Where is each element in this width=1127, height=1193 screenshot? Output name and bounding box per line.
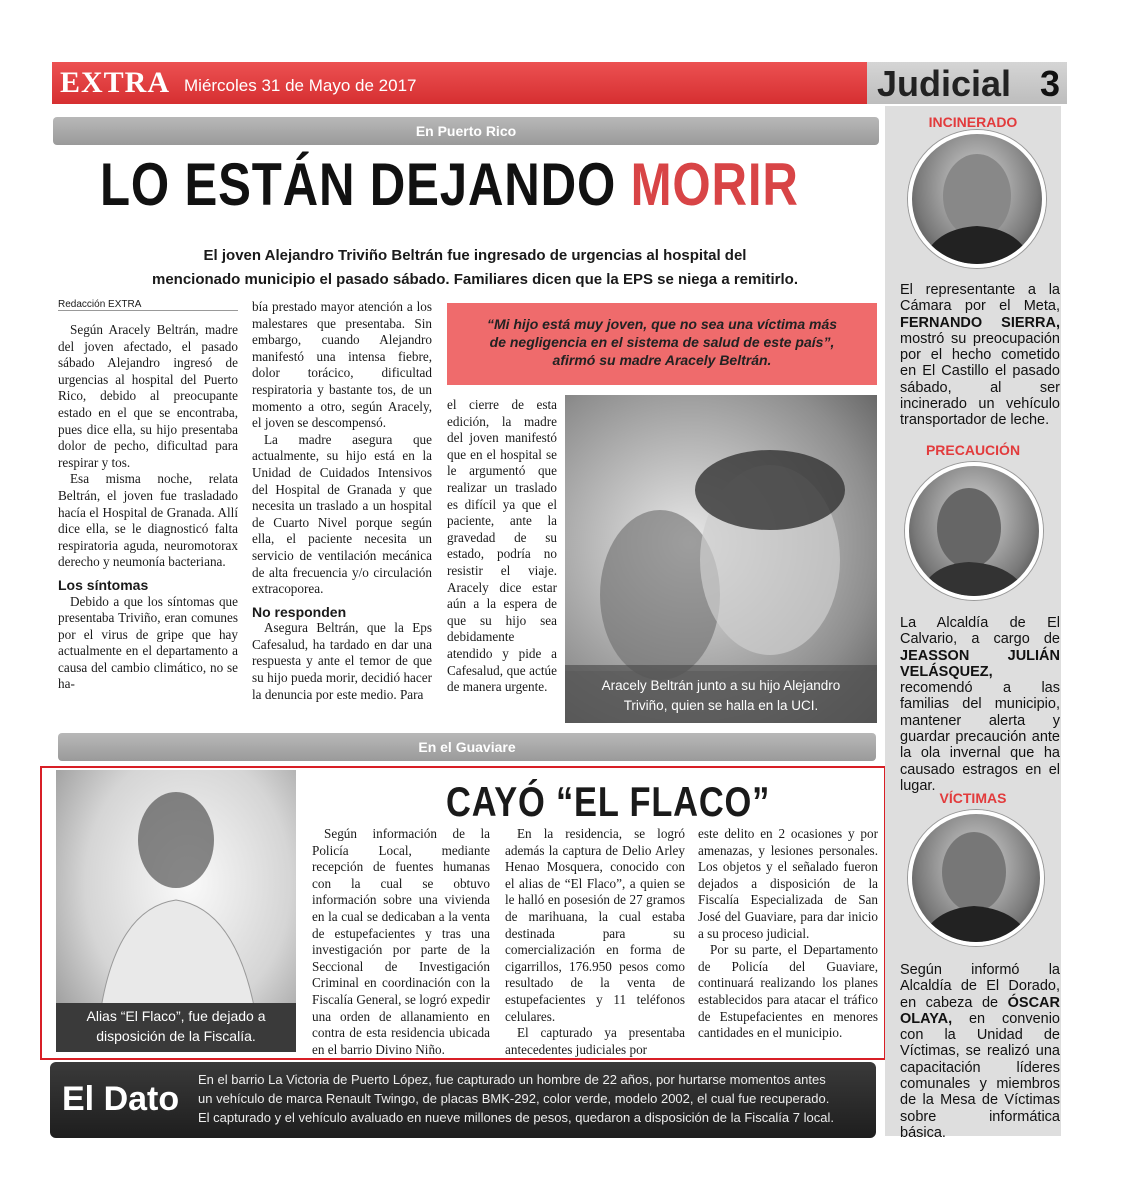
el-dato-text xyxy=(198,1070,868,1127)
paragraph: Según información de la Policía Local, mediante recepción de fuentes humanas con la cual se obtuvo información sobre una vivienda en la cual se dedicaban a la venta de estupefacientes y tras una investigación por parte de la Seccional de Investigación Criminal en coordinación con la Fiscalía General, se logró expedir una orden de allanamiento en contra de esta residencia ubicada en el barrio Divino Niño. xyxy=(312,826,490,1057)
kicker-puerto-rico: En Puerto Rico xyxy=(53,117,879,145)
second-column-3 xyxy=(698,826,878,1042)
subhead-line-2: mencionado municipio el pasado sábado. Familiares dicen que la EPS se niega a remitirlo. xyxy=(151,271,799,288)
byline: Redacción EXTRA xyxy=(58,299,238,311)
section-title: Judicial xyxy=(877,63,1012,104)
paragraph: el cierre de esta edición, la madre del joven manifestó que en el hospital se le argumentó que realizar un traslado es difícil ya que el paciente, ante la gravedad de su estado, podría no resistir el viaje. Aracely dice estar aún a la espera de que su hijo sea debidamente atendido y pide a Cafesalud, que actúe de manera urgente. xyxy=(447,397,557,695)
portrait-fernando-sierra xyxy=(908,130,1046,268)
paragraph: Según Aracely Beltrán, madre del joven afectado, el pasado sábado Alejandro ingresó de urgencias al hospital del Puerto Rico, debido al preocupante estado en el que se encontraba, pues dice ella, su hijo presentaba dolor de pecho, dificultad para respirar y tos. xyxy=(58,322,238,470)
page-number: 3 xyxy=(1040,63,1061,104)
paragraph: este delito en 2 ocasiones y por amenazas, y lesiones personales. Los objetos y el señalado fueron dejados a disposición de la Fiscalía Especializada de San José del Guaviare, para dar inicio a su proceso judicial. xyxy=(698,826,878,941)
paragraph: Asegura Beltrán, que la Eps Cafesalud, ha tardado en dar una respuesta y ante el temor de que su hijo pueda morir, decidió hacer la denuncia por este medio. Para xyxy=(252,620,432,702)
second-column-1 xyxy=(312,826,490,1058)
el-flaco-caption xyxy=(56,1006,296,1046)
caption-line-2: Triviño, quien se halla en la UCI. xyxy=(623,698,819,713)
caption-line-1: Aracely Beltrán junto a su hijo Alejandro xyxy=(601,678,841,693)
sidebar-text-victimas xyxy=(900,962,1060,1141)
sidebar-head-precaucion: PRECAUCIÓN xyxy=(925,442,1021,458)
paragraph: El capturado ya presentaba antecedentes judiciales por xyxy=(505,1025,685,1057)
dato-line-2: un vehículo de marca Renault Twingo, de placas BMK-292, color verde, modelo 2002, el cual fue recuperado. xyxy=(198,1091,830,1106)
portrait-oscar-olaya xyxy=(908,810,1044,946)
sidebar-head-incinerado: INCINERADO xyxy=(928,114,1018,130)
person-name: FERNANDO SIERRA, xyxy=(900,314,1060,331)
paragraph: Debido a que los síntomas que presentaba Triviño, eran comunes por el virus de gripe que hay actualmente en el departamento a causa del cambio climático, no se ha- xyxy=(58,593,238,692)
caption-line-1: Alias “El Flaco”, fue dejado a xyxy=(86,1008,266,1024)
main-column-3 xyxy=(447,397,557,696)
dato-line-3: El capturado y el vehículo avaluado en nueve millones de pesos, quedaron a disposición de la Fiscalía 7 local. xyxy=(198,1110,834,1125)
dato-line-1: En el barrio La Victoria de Puerto López, fue capturado un hombre de 22 años, por hurtarse momentos antes xyxy=(198,1072,826,1087)
paragraph: Esa misma noche, relata Beltrán, el joven fue trasladado hacía el Hospital de Granada. Allí dice ella, se le diagnosticó falta respiratoria aguda, neuromotorax derecho y neumonía bacteriana. xyxy=(58,471,238,570)
sidebar-text-precaucion xyxy=(900,615,1060,794)
person-name: JEASSON JULIÁN VELÁSQUEZ, xyxy=(900,647,1060,680)
header-red-band xyxy=(52,62,867,104)
headline-part-b: MORIR xyxy=(630,151,799,218)
pull-quote-box xyxy=(447,303,877,385)
text-run: Según informó la Alcaldía de El Dorado, en cabeza de xyxy=(900,962,1060,1011)
person-name: ÓSCAR OLAYA, xyxy=(900,994,1060,1027)
portrait-silhouette xyxy=(912,814,1040,942)
text-run: El representante a la Cámara por el Meta, xyxy=(900,282,1060,315)
newspaper-logo: EXTRA xyxy=(60,66,171,99)
sidebar-head-victimas: VÍCTIMAS xyxy=(939,790,1007,806)
main-column-1 xyxy=(58,322,238,693)
main-subhead xyxy=(110,244,840,292)
paragraph: Por su parte, el Departamento de Policía del Guaviare, continuará realizando los planes establecidos para atacar el tráfico de Estupefacientes en menores cantidades en el municipio. xyxy=(698,942,878,1041)
portrait-jeasson-velasquez xyxy=(905,462,1043,600)
quote-line-2: de negligencia en el sistema de salud de este país”, xyxy=(489,334,835,350)
pull-quote xyxy=(455,315,869,369)
quote-line-1: “Mi hijo está muy joven, que no sea una víctima más xyxy=(486,316,838,332)
caption-line-2: disposición de la Fiscalía. xyxy=(96,1028,256,1044)
text-run: mostró su preocupación por el hecho cometido en El Castillo el pasado sábado, al ser incinerado un vehículo transportador de leche. xyxy=(900,330,1060,429)
portrait-silhouette xyxy=(912,134,1042,264)
text-run: recomendó a las familias del municipio, mantener alerta y guardar precaución ante la ola invernal que ha causado estragos en el lugar. xyxy=(900,680,1060,794)
paragraph: bía prestado mayor atención a los malestares que presentaba. Sin embargo, cuando Alejandro manifestó una intensa fiebre, dolor torácico, dificultad respiratoria y bastante tos, de un momento a otro, según Aracely, el joven se descompensó. xyxy=(252,299,432,431)
photo-caption xyxy=(565,676,877,716)
second-column-2 xyxy=(505,826,685,1058)
quote-line-3: afirmó su madre Aracely Beltrán. xyxy=(552,352,772,368)
subhead-line-1: El joven Alejandro Triviño Beltrán fue ingresado de urgencias al hospital del xyxy=(203,247,747,264)
paragraph: En la residencia, se logró además la captura de Delio Arley Henao Mosquera, conocido con el alias de “El Flaco”, a quien se le halló en posesión de 27 gramos de marihuana, la cual estaba destinada para su comercialización en forma de cigarrillos, 176.950 pesos como resultado de la venta de estupefacientes y 11 teléfonos celulares. xyxy=(505,826,685,1024)
text-run: en convenio con la Unidad de Víctimas, se realizó una capacitación líderes comunales y miembros de la Mesa de Víctimas sobre informática básica. xyxy=(900,1010,1060,1141)
paragraph: La madre asegura que actualmente, su hijo está en la Unidad de Cuidados Intensivos del Hospital de Granada y que necesita un traslado a un hospital de Cuarto Nivel porque según ella, el paciente necesita un servicio de ventilación mecánica de alta frecuencia y/o circulación extracoporea. xyxy=(252,431,432,597)
el-dato-label: El Dato xyxy=(62,1080,180,1118)
subheading-no-responden: No responden xyxy=(252,603,347,620)
kicker-guaviare: En el Guaviare xyxy=(58,733,876,761)
headline-part-a: LO ESTÁN DEJANDO xyxy=(100,151,631,218)
issue-date: Miércoles 31 de Mayo de 2017 xyxy=(184,76,417,95)
portrait-silhouette xyxy=(909,466,1039,596)
sidebar-text-incinerado xyxy=(900,282,1060,429)
second-headline: CAYÓ “EL FLACO” xyxy=(446,778,771,825)
subheading-sintomas: Los síntomas xyxy=(58,576,149,593)
main-column-2 xyxy=(252,299,432,703)
text-run: La Alcaldía de El Calvario, a cargo de xyxy=(900,615,1060,648)
main-headline xyxy=(100,150,799,219)
